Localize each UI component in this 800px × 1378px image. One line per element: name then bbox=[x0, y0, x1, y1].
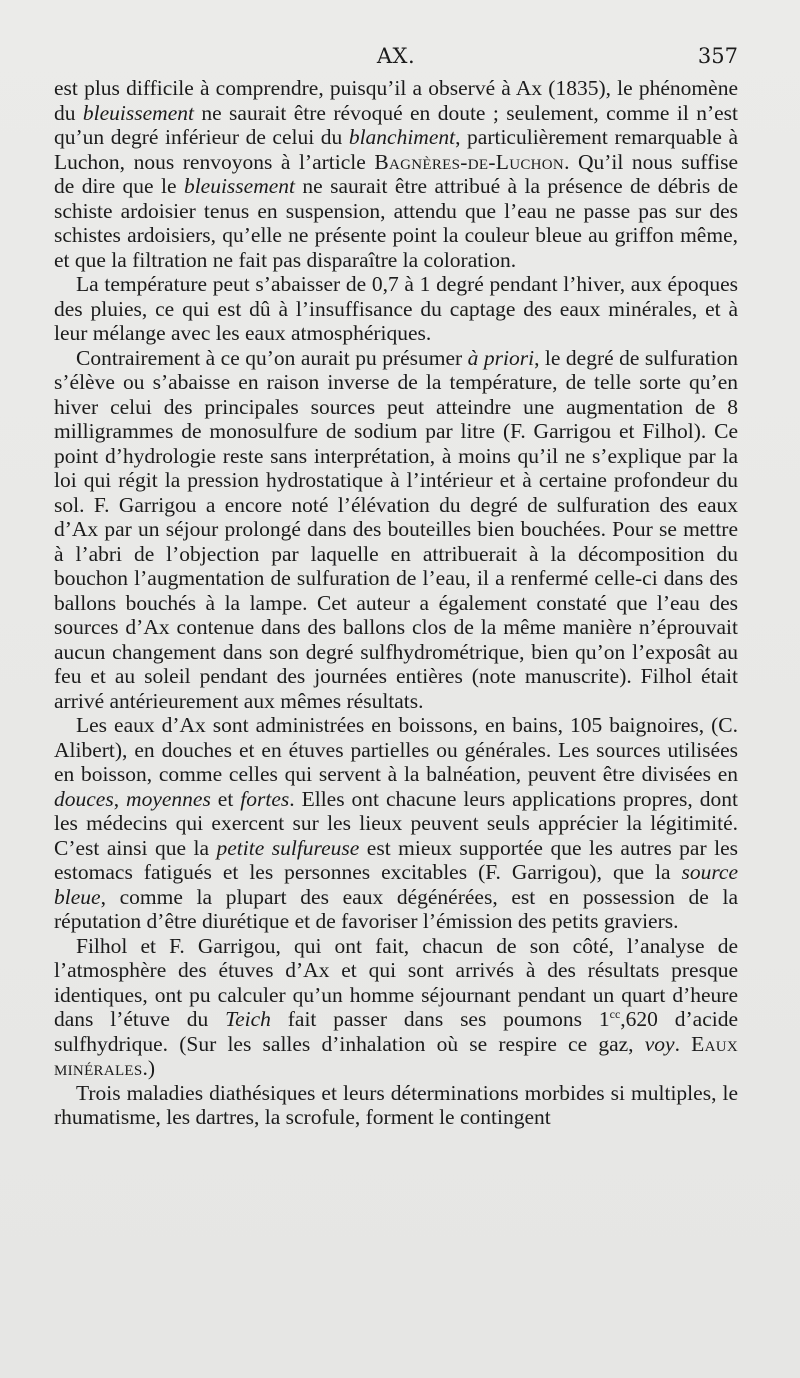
text-run: bleuissement bbox=[183, 174, 295, 198]
text-run: , particulièrement remarquable à Luchon, nous renvoyons à l’article bbox=[54, 125, 738, 174]
text-run: est plus difficile à comprendre, puisqu’il a observé à Ax (1835), le phénomène du bbox=[54, 76, 738, 125]
paragraph-3 bbox=[54, 346, 738, 714]
text-run: et bbox=[210, 786, 241, 811]
text-run: La température peut s’abaisser de 0,7 à 1 degré pendant l’hiver, aux époques des pluies, ce qui est dû à l’insuffisance du captage des eaux minérales, et à leur mélange avec les eaux atmosphériques. bbox=[54, 272, 738, 345]
text-run: moyennes bbox=[126, 786, 211, 811]
text-run: , bbox=[113, 786, 127, 811]
text-run: ne saurait être attribué à la présence de débris de schiste ardoisier tenus en suspension, attendu que l’eau ne passe pas sur des schistes ardoisiers, qu’elle ne présente point la couleur bleue au griffon même, et que la filtration ne fait pas disparaître la coloration. bbox=[54, 174, 738, 272]
text-run: Filhol et F. Garrigou, qui ont fait, chacun de son côté, l’analyse de l’atmosphère des étuves d’Ax et qui sont arrivés à des résultats presque identiques, ont pu calculer qu’un homme séjournant pendant un quart d’heure dans l’étuve du bbox=[54, 933, 738, 1031]
text-run: Bagnères-de-Luchon bbox=[374, 149, 565, 174]
paragraph-5 bbox=[54, 934, 738, 1081]
text-run: bleuissement bbox=[82, 100, 194, 125]
text-run: . Qu’il nous suffise de dire que le bbox=[54, 149, 739, 198]
text-run: , le degré de sulfuration s’élève ou s’abaisse en raison inverse de la température, de telle sorte qu’en hiver celui des principales sources peut atteindre une augmentation de 8 milligrammes de monosulfure de sodium par litre (F. Garrigou et Filhol). Ce point d’hydrologie reste sans interprétation, à moins qu’il ne s’explique par la loi qui régit la pression hydrostatique à l’intérieur et à certaine profondeur du sol. F. Garrigou a encore noté l’élévation du degré de sulfuration des eaux d’Ax par un séjour prolongé dans des bouteilles bien bouchées. Pour se mettre à l’abri de l’objection par laquelle en attribuerait à la décomposition du bouchon l’augmentation de sulfuration de l’eau, il a renfermé celle-ci dans des ballons bouchés à la lampe. Cet auteur a également constaté que l’eau des sources d’Ax contenue dans des ballons clos de la même manière n’éprouvait aucun changement dans son degré sulfhydrométrique, bien qu’on l’exposât au feu et au soleil pendant des journées entières (note manuscrite). Filhol était arrivé antérieurement aux mêmes résultats. bbox=[54, 345, 739, 713]
text-run: . Elles ont chacune leurs applications propres, dont les médecins qui exercent sur les lieux peuvent seuls apprécier la légitimité. C’est ainsi que la bbox=[54, 786, 738, 860]
text-run: ne saurait être révoqué en doute ; seulement, comme il n’est qu’un degré inférieur de celui du bbox=[54, 100, 738, 149]
running-head: AX. bbox=[376, 44, 416, 68]
text-run: cc bbox=[609, 1006, 621, 1021]
text-run: fortes bbox=[240, 786, 290, 811]
text-run: source bleue bbox=[54, 860, 738, 909]
page-header bbox=[54, 44, 738, 74]
text-run: est mieux supportée que les autres par les estomacs fatigués et les personnes excitables (F. Garrigou), que la bbox=[54, 835, 738, 884]
text-run: . bbox=[674, 1031, 692, 1056]
text-run: à priori bbox=[467, 345, 535, 370]
text-run: fait passer dans ses poumons 1 bbox=[270, 1007, 610, 1031]
paragraph-4 bbox=[54, 713, 738, 934]
text-run: , comme la plupart des eaux dégénérées, est en possession de la réputation d’être diurétique et de favoriser l’émission des petits graviers. bbox=[54, 884, 738, 933]
text-run: petite sulfureuse bbox=[216, 835, 360, 860]
text-run: Eaux minérales bbox=[54, 1031, 738, 1080]
paragraph-1 bbox=[54, 76, 738, 272]
paragraph-6 bbox=[54, 1081, 738, 1130]
text-run: .) bbox=[142, 1056, 156, 1080]
text-run: ,620 d’acide sulfhydrique. (Sur les salles d’inhalation où se respire ce gaz, bbox=[54, 1007, 739, 1056]
paragraph-2 bbox=[54, 272, 738, 346]
text-run: blanchiment bbox=[348, 125, 456, 149]
page-body bbox=[54, 76, 738, 1130]
text-run: Contrairement à ce qu’on aurait pu présumer bbox=[76, 345, 468, 370]
page-number: 357 bbox=[697, 44, 738, 68]
text-run: douces bbox=[54, 786, 114, 811]
text-run: Les eaux d’Ax sont administrées en boissons, en bains, 105 baignoires, (C. Alibert), en douches et en étuves partielles ou générales. Les sources utilisées en boisson, comme celles qui servent à la balnéation, peuvent être divisées en bbox=[54, 713, 738, 786]
text-run: Trois maladies diathésiques et leurs déterminations morbides si multiples, le rhumatisme, les dartres, la scrofule, forment le contingent bbox=[54, 1080, 738, 1129]
text-run: voy bbox=[644, 1031, 675, 1056]
text-run: Teich bbox=[225, 1007, 271, 1031]
